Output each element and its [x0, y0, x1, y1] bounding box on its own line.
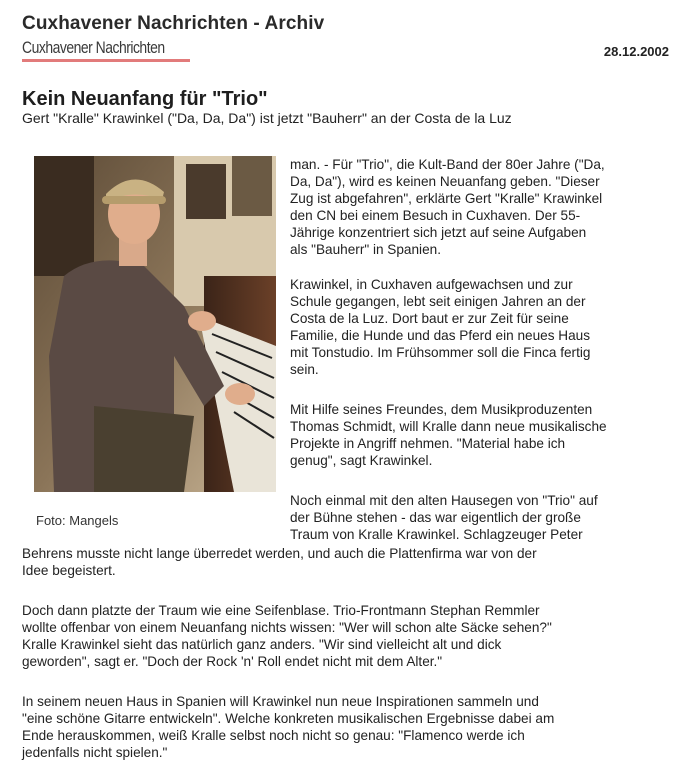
- paragraph-line: Traum von Kralle Krawinkel. Schlagzeuger Peter: [290, 527, 583, 542]
- paragraph-line: mit Tonstudio. Im Frühsommer soll die Finca fertig: [290, 345, 591, 360]
- paragraph-line: Idee begeistert.: [22, 563, 116, 578]
- paragraph-line: geworden", sagt er. "Doch der Rock 'n' Roll endet nicht mit dem Alter.": [22, 654, 443, 669]
- paragraph-line: Kralle Krawinkel sieht das natürlich ganz anders. "Wir sind vielleicht alt und dick: [22, 637, 502, 652]
- paragraph-line: Projekte in Angriff nehmen. "Material habe ich: [290, 436, 566, 451]
- article-subline: Gert "Kralle" Krawinkel ("Da, Da, Da") ist jetzt "Bauherr" an der Costa de la Luz: [22, 110, 512, 126]
- paragraph-line: "eine schöne Gitarre entwickeln". Welche konkreten musikalischen Ergebnisse dabei am: [22, 711, 555, 726]
- paragraph-line: Ende herauskommen, weiß Kralle selbst noch nicht so genau: "Flamenco werde ich: [22, 728, 525, 743]
- photo-caption: Foto: Mangels: [36, 513, 119, 528]
- paragraph-line: den CN bei einem Besuch in Cuxhaven. Der 55-: [290, 208, 581, 223]
- paragraph-line: jedenfalls nicht spielen.": [22, 745, 168, 760]
- paragraph-line: Doch dann platzte der Traum wie eine Seifenblase. Trio-Frontmann Stephan Remmler: [22, 603, 540, 618]
- archive-title: Cuxhavener Nachrichten - Archiv: [22, 13, 325, 34]
- paragraph-2: [290, 276, 590, 378]
- paragraph-line: Costa de la Luz. Dort baut er zur Zeit für seine: [290, 311, 569, 326]
- logo-underline: [22, 59, 190, 62]
- paragraph-line: Noch einmal mit den alten Hausegen von "Trio" auf: [290, 493, 598, 508]
- paragraph-line: Behrens musste nicht lange überredet werden, und auch die Plattenfirma war von der: [22, 546, 537, 561]
- paragraph-line: Da, Da"), wird es keinen Neuanfang geben. "Dieser: [290, 174, 600, 189]
- paragraph-line: Zug ist abgefahren", erklärte Gert "Kralle" Krawinkel: [290, 191, 603, 206]
- paragraph-line: Familie, die Hunde und das Pferd ein neues Haus: [290, 328, 590, 343]
- paragraph-line: der Bühne stehen - das war eigentlich der große: [290, 510, 581, 525]
- paragraph-6: [22, 693, 554, 761]
- paragraph-line: Schule gegangen, lebt seit einigen Jahren an der: [290, 294, 586, 309]
- paragraph-line: Jährige konzentriert sich jetzt auf seine Aufgaben: [290, 225, 587, 240]
- paragraph-1: [290, 156, 605, 258]
- newspaper-logo: [22, 38, 196, 58]
- paragraph-line: In seinem neuen Haus in Spanien will Krawinkel nun neue Inspirationen sammeln und: [22, 694, 539, 709]
- paragraph-line: sein.: [290, 362, 319, 377]
- paragraph-5: [22, 602, 552, 670]
- paragraph-line: genug", sagt Krawinkel.: [290, 453, 433, 468]
- paragraph-line: als "Bauherr" in Spanien.: [290, 242, 441, 257]
- paragraph-4-column: [290, 492, 598, 543]
- paragraph-line: man. - Für "Trio", die Kult-Band der 80er Jahre ("Da,: [290, 157, 605, 172]
- paragraph-line: wollte offenbar von einem Neuanfang nichts wissen: "Wer will schon alte Säcke sehen?": [22, 620, 552, 635]
- photo-illustration: [34, 156, 276, 492]
- paragraph-line: Mit Hilfe seines Freundes, dem Musikproduzenten: [290, 402, 593, 417]
- logo-text: Cuxhavener Nachrichten: [22, 38, 165, 57]
- paragraph-line: Thomas Schmidt, will Kralle dann neue musikalische: [290, 419, 607, 434]
- paragraph-line: Krawinkel, in Cuxhaven aufgewachsen und zur: [290, 277, 573, 292]
- publication-date: 28.12.2002: [603, 44, 669, 59]
- article-photo: [34, 156, 276, 492]
- article-headline: Kein Neuanfang für "Trio": [22, 88, 268, 110]
- paragraph-3: [290, 401, 607, 469]
- paragraph-4-full: [22, 545, 537, 579]
